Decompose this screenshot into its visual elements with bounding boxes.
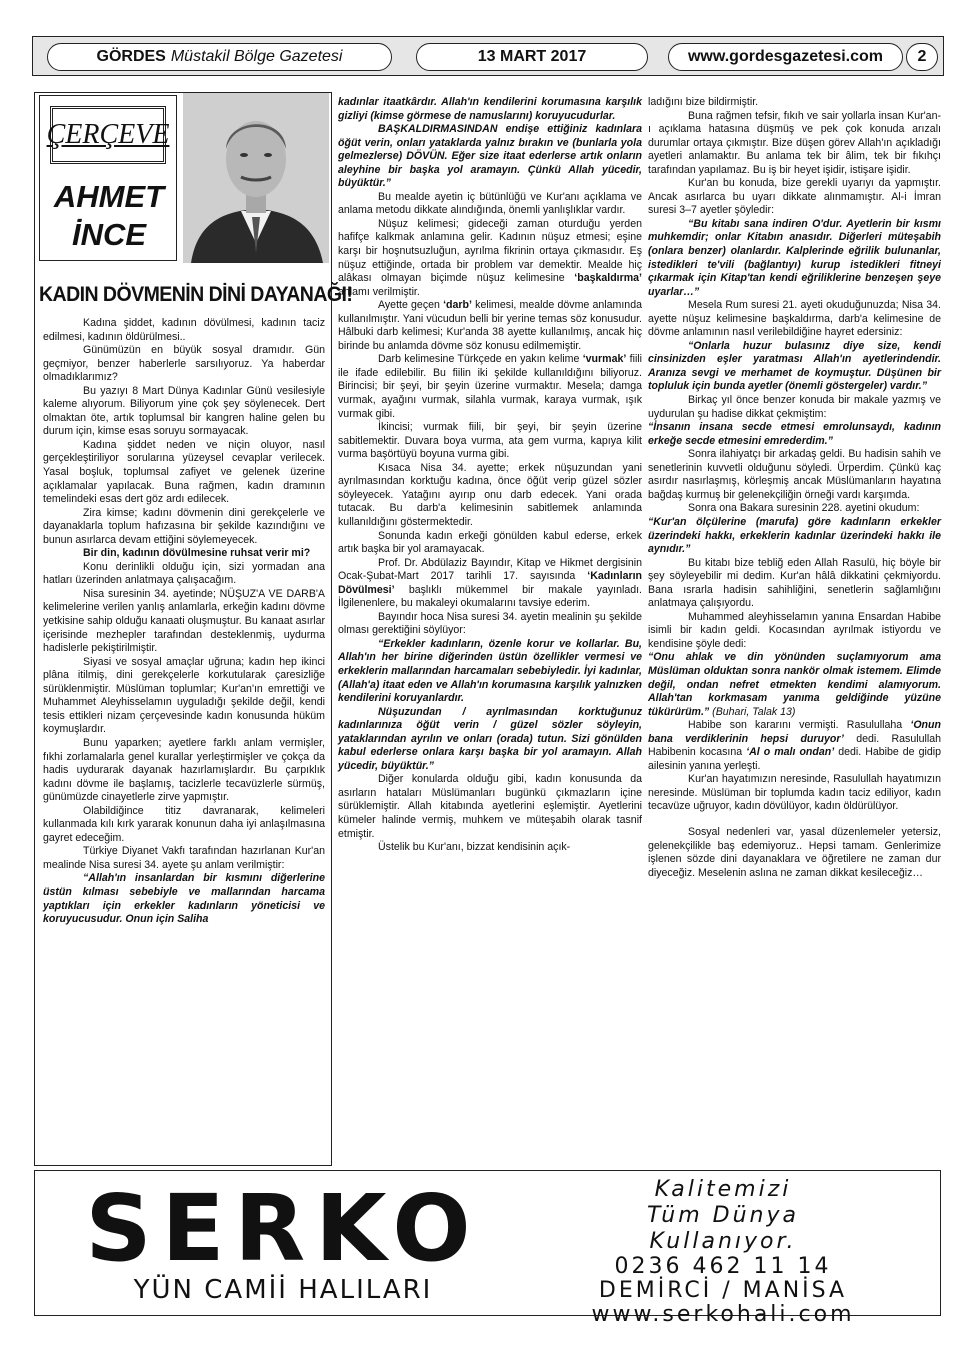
ad-slogan-line: Kullanıyor.	[649, 1229, 797, 1254]
paragraph: Bunu yaparken; ayetlere farklı anlam vermişler, fıkhi zorlamalarla genel kurallar yerleştirmişler ve çokça da hadis uydurarak dayanak hazırlamışlardır. Bu çarpıklık kadını dövme ile başlamış, tacizlerle tecavüzlerle sürmüş, günümüzde cinayetlerle zirve yapmıştır.	[43, 736, 325, 804]
paragraph: Diğer konularda olduğu gibi, kadın konusunda da asırların hataları Müslümanları bugünkü çıkmazların içine sürüklemiştir. Allah kitabında ayetlerini eşlemiştir. Ayetlerini kümeler halinde vermiş, muhkem ve müteşabih olarak tasnif etmiştir.	[338, 773, 642, 840]
advertisement	[34, 1170, 941, 1327]
paragraph	[338, 557, 642, 611]
issue-date: 13 MART 2017	[416, 43, 648, 71]
paragraph-text: Prof. Dr. Abdülaziz Bayındır, Kitap ve Hikmet dergisinin Ocak-Şubat-Mart 2017 tarihli 17. sayısında	[338, 556, 642, 583]
quote: ‘Onun bana verdiklerinin hepsi duruyor’	[648, 719, 941, 745]
author-box	[39, 95, 177, 261]
article-column-3	[648, 92, 941, 1166]
paragraph	[648, 651, 941, 719]
paragraph: Buna rağmen tefsir, fıkıh ve sair yollarla insan Kur'an-ı açıklama hatasına düşmüş ve pek çok konuda arızalı durumlar ortaya çıkmıştır. Bize düşen görev Allah'ın açıkladığı ayetleri anlamaktır. Bu anlama tek bir âlim, tek bir fıkıhçı tarafından yapılamaz. Bu iş bir heyet işidir, istişare işidir.	[648, 109, 941, 176]
paragraph: Kadına şiddet, kadının dövülmesi, kadının taciz edilmesi, kadının öldürülmesi..	[43, 317, 325, 343]
paragraph-text: Habibe son kararını vermişti. Rasulullaha	[688, 719, 903, 732]
paragraph-text: Nüşuz kelimesi; gideceği zaman oturduğu yerden hafifçe kalkmak anlamına gelir. Kadının nüşuz etmesi; eşine karşı bir hoşnutsuzluğun, ayrılma fikrinin ortaya çıkmasıdır. Eş nüşuz ettiğinde, ortada bir problem var demektir. Mealde hiç alâkası olmayan biçimde nüşuz kelimesine	[338, 217, 642, 285]
quote: kadınlar itaatkârdır. Allah'ın kendilerini korumasına karşılık gizliyi (kimse görmese de namuslarını) koruyucudurlar.	[338, 96, 642, 122]
paragraph: Sosyal nedenleri var, yasal düzenlemeler yetersiz, gelenekçilikle baş edemiyoruz.. Hepsi tamam. Genlerimize işlenen sözde dini dayanaklara ve öğretilere ne zaman dur diyeceğiz. Meselenin aslına ne zaman dikkat kesileceğiz…	[648, 825, 941, 879]
paragraph	[648, 719, 941, 773]
paragraph	[338, 353, 642, 421]
author-name	[40, 178, 178, 254]
paragraph: Kadına şiddet neden ve niçin oluyor, nasıl gerçekleştiriliyor sorularına yüzeysel cevaplar verilecek. Yasal boşluk, toplumsal zafiyet ve gelenek üzerine açıklamalar yapılacak. Buna rağmen, kadın dramının temelindeki esas dert göz ardı edilecek.	[43, 438, 325, 506]
paragraph: Birkaç yıl önce benzer konuda bir makale yazmış ve uydurulan şu hadise dikkat çekmiştim:	[648, 394, 941, 420]
paragraph: Bu mealde ayetin iç bütünlüğü ve Kur'anı açıklama ve anlama metodu dikkate alındığında, önemli yanlışlıklar vardır.	[338, 190, 642, 217]
paragraph	[338, 299, 642, 353]
ad-phone: 0236 462 11 14	[614, 1254, 832, 1279]
paragraph: İkincisi; vurmak fiili, bir şeyi, bir şeyin üzerine sabitlemektir. Duvara boya vurma, ata gem vurma, kapıya kilit vurma başörtüyü boyuna vurma gibi.	[338, 421, 642, 461]
quote: “Onlarla huzur bulasınız diye size, kendi cinsinizden eşler yaratması Allah'ın ayetlerindendir. Aranıza sevgi ve merhamet de koymuştur. Düşünen bir topluluk için bunda ayetler (önemli göstergeler) vardır.”	[648, 339, 941, 393]
quote: BAŞKALDIRMASINDAN endişe ettiğiniz kadınlara öğüt verin, onları yataklarda yalnız bırakın ve (bunlarla yola gelmezlerse) DÖVÜN. Eğer size itaat ederlerse artık onların aleyhine bir başka yol aramayın. Çünkü Allah yücedir, büyüktür.”	[338, 123, 642, 190]
page-number: 2	[906, 43, 938, 71]
article-column-1	[34, 92, 353, 1166]
quote: “Allah'ın insanlardan bir kısmını diğerlerine üstün kılması sebebiyle ve mallarından harcama yaptıkları için erkekler kadınların yöneticisi ve koruyucusudur. Onun için Saliha	[43, 872, 325, 926]
ad-slogan-line: Kalitemizi	[654, 1177, 792, 1202]
paragraph-text: başlıklı mükemmel bir makale yayınladı. İlgilenenlere, bu makaleyi okumalarını tavsiye ederim.	[338, 583, 643, 610]
paragraph-text: Darb kelimesine Türkçede en yakın kelime	[378, 353, 580, 366]
author-first-name: AHMET	[53, 179, 165, 214]
article-text-col3	[648, 96, 941, 880]
paragraph: ladığını bize bildirmiştir.	[648, 96, 759, 108]
author-last-name: İNCE	[71, 217, 147, 252]
paragraph-text: kelimesi, mealde dövme anlamında kullanılmıştır. Yani vücudun belli bir yerine temas söz konusudur. Hâlbuki darb kelimesi; Kur'anda 38 ayette kullanılmış, ancak hiç birinde bu anlamda dövme söz konusu edilmemiştir.	[338, 299, 642, 352]
ad-details	[513, 1177, 933, 1327]
paragraph: Nisa suresinin 34. ayetinde; NÜŞUZ'A VE DARB'A kelimelerine verilen yanlış anlamlarla, erkeğin kadını dövme yetkisine sahip olduğu kanaati oluşmuştur. Bu kanaat asırlar içerisinde mezhepler tarafından desteklenmiş, uydurma hadislerle pekiştirilmiştir.	[43, 587, 325, 655]
paragraph: Günümüzün en büyük sosyal dramıdır. Gün geçmiyor, benzer haberlerle sarsılıyoruz. Ya haberdar olmadıklarımız?	[43, 344, 325, 384]
quote: “Erkekler kadınların, özenle korur ve kollarlar. Bu, Allah'ın her birine diğerinden üstün özellikler vermesi ve erkeklerin mallarından harcamaları sebebiyledir. İyi kadınlar, (Allah'a) itaat eden ve Allah'ın korumasına karşılık yalnızken kendilerini koruyanlardır.	[338, 637, 642, 705]
paragraph-text: anlamı verilmiştir.	[338, 285, 420, 298]
ad-slogan-line: Tüm Dünya	[647, 1203, 799, 1228]
website-link[interactable]: www.gordesgazetesi.com	[668, 43, 903, 71]
paper-name: GÖRDES	[96, 48, 166, 65]
paragraph-text: Ayette geçen	[378, 299, 440, 312]
emphasis: ‘başkaldırma’	[574, 272, 642, 285]
paragraph: Sonra ona Bakara suresinin 228. ayetini okudum:	[688, 502, 920, 515]
paragraph: Konu derinlikli olduğu için, sizi yormadan ana hatları üzerinden anlatmaya çalışacağım.	[43, 560, 325, 587]
article-headline: KADIN DÖVMENİN DİNİ DAYANAĞI!	[39, 283, 353, 306]
paragraph: Sonra ilahiyatçı bir arkadaş geldi. Bu hadisin sahih ve senetlerinin kuvvetli olduğunu söyledi. Ürperdim. Çünkü kaç asırdır nasırlaşmış, körleşmiş ancak Müslümanların hayatına bağdaş kurmuş bir gelenekçiliğin örneği vardı karşımda.	[648, 448, 941, 501]
paragraph: Muhammed aleyhisselamın yanına Ensardan Habibe isimli bir kadın geldi. Kocasından ayrılmak istiyordu ve kendisine şöyle dedi:	[648, 610, 941, 650]
paragraph: Olabildiğince titiz davranarak, kelimeleri kullanmada kılı kırk yararak konunun daha iyi anlaşılmasına gayret edeceğim.	[43, 804, 325, 844]
ad-location: DEMİRCİ / MANİSA	[598, 1278, 848, 1303]
paragraph: Kur'an bu konuda, bize gerekli uyarıyı da yapmıştır. Ancak asırlarca bu uyarı dikkate alınmamıştır. Al-i İmran suresi 3–7 ayetler şöyledir:	[648, 177, 941, 217]
paragraph-text: dedi. Habibe de gidip ailesinin yanına yerleşti.	[648, 746, 941, 772]
paragraph-text: dedi. Rasulullah Habibenin kocasına	[648, 732, 941, 759]
ad-subtitle: YÜN CAMİİ HALILARI	[133, 1275, 433, 1305]
author-portrait-image	[183, 93, 329, 263]
paragraph: Sonunda kadın erkeği gönülden kabul ederse, erkek artık başka bir yol aramayacak.	[338, 529, 642, 556]
paragraph: Bayındır hoca Nisa suresi 34. ayetin mealinin şu şekilde olması gerektiğini söylüyor:	[338, 610, 642, 637]
paragraph: Bu yazıyı 8 Mart Dünya Kadınlar Günü vesilesiyle kaleme alıyorum. Biliyorum yine çok şey söylenecek. Dert olmaktan öte, artık toplumsal bir kangren haline gelen bu durum için, kimse esas soruyu sormayacak.	[43, 384, 325, 438]
quote: Nüşuzundan / ayrılmasından korktuğunuz kadınlarınıza öğüt verin / güzel sözler söyleyin, yataklarından ayrılın ve onları (orada) tutun. Sizi gönülden kabul ederlerse onlara karşı başka bir yol aramayın. Allah yücedir, büyüktür.”	[338, 705, 642, 772]
column-name: ÇERÇEVE	[50, 106, 166, 164]
newspaper-header	[32, 36, 944, 76]
paragraph-text: fiili ile ifade edilebilir. Bu fiilin iki şekilde kullanıldığını biliyoruz. Birincisi; bir şeyi, bir şeyin üzerine vurmaktır. Mesela; damga vurmak, ayağını vurmak, silahla vurmak, karaya vurmak, ışık vurmak gibi.	[338, 353, 642, 420]
paragraph: Mesela Rum suresi 21. ayeti okuduğunuzda; Nisa 34. ayette nüşuz kelimesine başkaldırma, darb'a kelimesine de dövme anlamının nasıl verilebildiğine hayret edersiniz:	[648, 299, 941, 339]
citation: (Buhari, Talak 13)	[712, 705, 796, 718]
author-photo	[183, 93, 329, 263]
article-text-col1	[43, 317, 325, 927]
ad-website[interactable]: www.serkohali.com	[591, 1302, 855, 1327]
quote: “Bu kitabı sana indiren O'dur. Ayetlerin bir kısmı muhkemdir; onlar Kitabın anasıdır. Diğerleri müteşabih (onlara benzer) olanlardır. Kalplerinde eğrilik bulunanlar, istedikleri te'vili (bağlantıyı) kurup istedikleri fitneyi çıkarmak için Kitap'tan kendi eğriliklerine benzeşen şeye uyarlar…”	[648, 217, 941, 298]
paragraph: Üstelik bu Kur'anı, bizzat kendisinin açık-	[378, 841, 571, 854]
paragraph: Türkiye Diyanet Vakfı tarafından hazırlanan Kur'an mealinde Nisa suresi 34. ayete şu anlam verilmiştir:	[43, 845, 325, 871]
article-column-2	[338, 92, 642, 1166]
paragraph: Bu kitabı bize tebliğ eden Allah Rasulü, hiç böyle bir şey söyleyebilir mi dedim. Kur'an hâlâ dikkatini çekmiyordu. Bana ısrarla hadisin sahihliğini, senetlerin sağlamlığını anlatmaya çalışıyordu.	[648, 556, 941, 610]
quote: “Kur'an ölçülerine (marufa) göre kadınların erkekler üzerindeki hakkı, erkeklerin kadınlar üzerindeki hakkı ile aynıdır.”	[648, 515, 941, 556]
quote: “İnsanın insana secde etmesi emrolunsaydı, kadının erkeğe secde etmesini emrederdim.”	[648, 421, 941, 447]
quote: ‘Al o malı ondan’	[746, 746, 835, 759]
emphasis: ‘Kadınların Dövülmesi’	[338, 570, 642, 596]
quote: “Onu ahlak ve din yönünden suçlamıyorum ama Müslüman olduktan sonra nankör olmak istemem. Elimde değil, ondan nefret etmekten kendimi alamıyorum. Allah'tan korkmasam yanıma geldiğinde yüzüne tükürürüm.”	[648, 651, 941, 718]
paragraph: Zira kimse; kadını dövmenin dini gerekçelerle ve dayanaklarla toplum hafızasına bir şekilde kazındığını ve bunun asırlarca devam ettiğini söylemeyecek.	[43, 506, 325, 546]
paragraph: Siyasi ve sosyal amaçlar uğruna; kadın hep ikinci plâna itilmiş, dini gerekçelerle korkutularak çaresizliğe sürüklenmiştir. Müslüman toplumlar; Kur'an'ın emrettiği ve Muhammet Aleyhisselamın uyguladığı şekilde değil, kendi tesis ettikleri nizam çerçevesinde kadın konusunda hüküm koymuşlardır.	[43, 655, 325, 736]
emphasis: ‘darb’	[443, 299, 472, 312]
emphasis: ‘vurmak’	[582, 353, 627, 366]
paragraph: Kısaca Nisa 34. ayette; erkek nüşuzundan yani ayrılmasından korktuğu kadına, önce öğüt verip güzel sözler söyleyecek. Yatağını ayırıp onu darb edecek. Yani orada tutacak. Bu darb'a kelimesinin sabitlemek anlamında kullanıldığını göstermektedir.	[338, 461, 642, 528]
paragraph: Kur'an hayatımızın neresinde, Rasulullah hayatımızın neresinde. Müslüman bir toplumda kadın taciz ediliyor, kadın tecavüze uğruyor, kadın dövülüyor, kadın öldürülüyor.	[648, 773, 941, 813]
subheading: Bir din, kadının dövülmesine ruhsat verir mi?	[83, 547, 311, 560]
ad-brand: SERKO	[85, 1175, 481, 1282]
paper-tagline: Müstakil Bölge Gazetesi	[170, 48, 343, 65]
paragraph	[338, 218, 642, 299]
article-text-col2	[338, 96, 642, 855]
paper-masthead	[47, 43, 392, 71]
